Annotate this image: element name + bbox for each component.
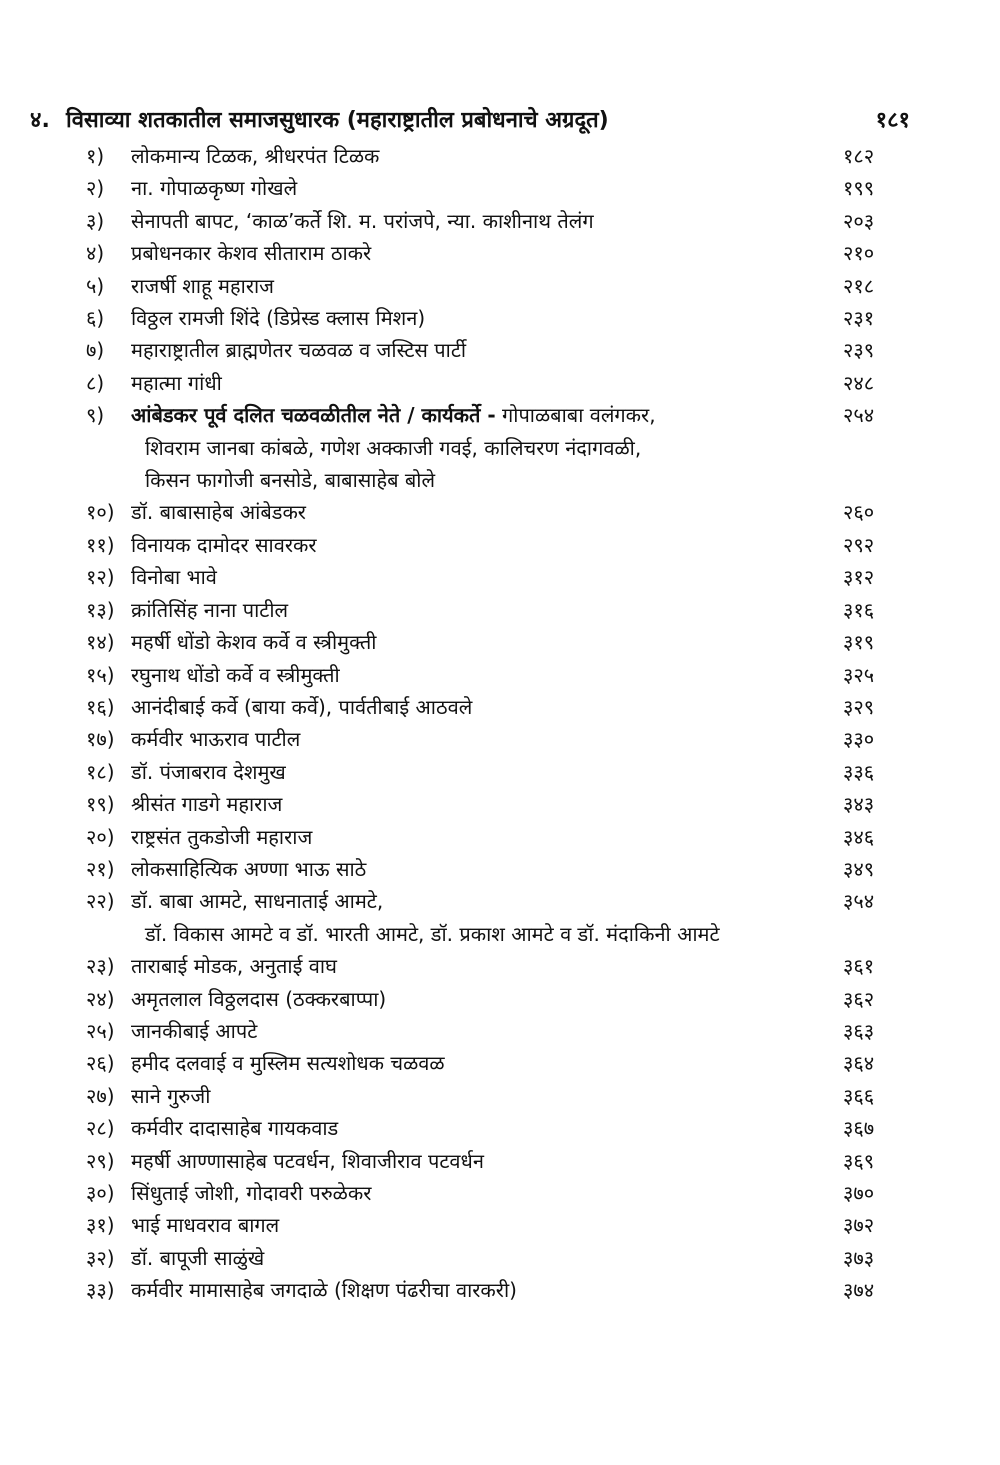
entry-page-number: ३१९ [843,630,875,655]
entry-page-number: २४८ [843,370,875,395]
entry-number: १७) [86,727,115,752]
entry-page-number: ३६२ [843,986,875,1011]
entry-number: ८) [86,370,105,395]
entry-number: ५) [86,273,105,298]
section-number: ४. [30,108,50,133]
entry-page-number: २५४ [843,403,875,428]
entry-number: २०) [86,824,115,849]
entry-number: २) [86,176,105,201]
entry-number: २७) [86,1083,115,1108]
entry-title: विनोबा भावे [131,565,217,590]
entry-title: लोकमान्य टिळक, श्रीधरपंत टिळक [131,144,380,168]
entry-page-number: ३४६ [843,824,875,849]
entry-number: २१) [86,856,115,881]
entry-page-number: ३७२ [843,1213,875,1238]
contents-entry [0,1047,1000,1079]
entry-continuation: शिवराम जानबा कांबळे, गणेश अक्काजी गवई, कालिचरण नंदागवळी, [145,435,642,460]
entry-page-number: २३१ [843,306,875,331]
entry-number: १२) [86,565,115,590]
entry-title: डॉ. बाबा आमटे, साधनाताई आमटे, [131,889,384,914]
entry-number: १०) [86,500,115,525]
entry-title: महाराष्ट्रातील ब्राह्मणेतर चळवळ व जस्टिस पार्टी [131,338,467,363]
contents-entry [0,885,1000,950]
entry-number: २४) [86,986,115,1011]
section-page-number: १८१ [875,108,910,133]
contents-entry [0,821,1000,853]
entry-page-number: २१० [843,241,875,266]
entry-title: सेनापती बापट, ‘काळ’कर्ते शि. म. परांजपे, न्या. काशीनाथ तेलंग [131,208,594,233]
entry-title: क्रांतिसिंह नाना पाटील [131,597,289,622]
entry-title: विठ्ठल रामजी शिंदे (डिप्रेस्ड क्लास मिशन) [131,306,426,331]
entry-page-number: ३६३ [843,1018,875,1043]
entry-number: २९) [86,1148,115,1173]
contents-entry [0,950,1000,982]
contents-entry [0,496,1000,528]
entry-number: २२) [86,889,115,914]
entry-number: २८) [86,1116,115,1141]
section-heading [30,104,910,138]
entry-title: डॉ. पंजाबराव देशमुख [131,759,286,784]
contents-entry [0,853,1000,885]
contents-entry [0,1209,1000,1241]
entry-number: १४) [86,630,115,655]
entry-title [131,399,841,431]
contents-entry [0,594,1000,626]
entry-page-number: ३२९ [843,694,875,719]
contents-entry [0,367,1000,399]
contents-entry [0,983,1000,1015]
entry-title: साने गुरुजी [131,1083,211,1108]
entry-continuation: किसन फागोजी बनसोडे, बाबासाहेब बोले [145,468,436,493]
entry-title: डॉ. बाबासाहेब आंबेडकर [131,500,306,525]
contents-entry [0,1112,1000,1144]
contents-entry [0,659,1000,691]
entry-page-number: ३६१ [843,954,875,979]
entry-page-number: ३७४ [843,1278,875,1303]
entry-number: ९) [86,403,105,428]
entry-number: २३) [86,954,115,979]
contents-entry [0,1145,1000,1177]
entry-page-number: ३१६ [843,597,875,622]
entry-page-number: ३२५ [843,662,875,687]
entry-title: राष्ट्रसंत तुकडोजी महाराज [131,824,313,849]
entry-title: श्रीसंत गाडगे महाराज [131,792,283,817]
entry-number: २६) [86,1051,115,1076]
contents-entry [0,172,1000,204]
entry-number: ३०) [86,1181,115,1205]
entry-number: ३) [86,208,105,233]
entry-page-number: ३५४ [843,889,875,914]
contents-entry [0,626,1000,658]
entry-page-number: ३४३ [843,792,875,817]
entry-page-number: ३१२ [843,565,875,590]
entry-page-number: ३६९ [843,1148,875,1173]
entry-title: कर्मवीर भाऊराव पाटील [131,727,301,752]
entry-number: १८) [86,759,115,784]
contents-entry [0,270,1000,302]
entry-page-number: ३७३ [843,1245,875,1270]
contents-list [0,140,1000,1307]
entry-page-number: ३६७ [843,1116,875,1141]
entry-title: महात्मा गांधी [131,370,222,395]
contents-entry [0,723,1000,755]
entry-page-number: १९९ [843,176,875,201]
entry-page-number: ३४९ [843,856,875,881]
entry-page-number: ३७० [843,1181,875,1205]
contents-entry [0,1274,1000,1306]
entry-page-number: २९२ [843,532,875,557]
entry-title: प्रबोधनकार केशव सीताराम ठाकरे [131,241,372,266]
contents-entry [0,1015,1000,1047]
entry-page-number: ३३६ [843,759,875,784]
entry-number: ६) [86,306,105,331]
entry-page-number: ३६६ [843,1083,875,1108]
section-title: विसाव्या शतकातील समाजसुधारक (महाराष्ट्रातील प्रबोधनाचे अग्रदूत) [66,108,609,133]
entry-title: ना. गोपाळकृष्ण गोखले [131,176,298,201]
entry-page-number: २०३ [843,208,875,233]
contents-entry [0,140,1000,172]
entry-title: अमृतलाल विठ्ठलदास (ठक्करबाप्पा) [131,986,387,1011]
entry-title: रघुनाथ धोंडो कर्वे व स्त्रीमुक्ती [131,662,340,687]
entry-title: भाई माधवराव बागल [131,1213,280,1238]
entry-number: २५) [86,1018,115,1043]
contents-entry [0,1177,1000,1209]
entry-title: डॉ. बापूजी साळुंखे [131,1245,265,1270]
entry-number: १५) [86,662,115,687]
contents-entry [0,561,1000,593]
entry-number: १३) [86,597,115,622]
entry-page-number: २६० [843,500,875,525]
entry-title: सिंधुताई जोशी, गोदावरी परुळेकर [131,1181,372,1205]
entry-title: महर्षी धोंडो केशव कर्वे व स्त्रीमुक्ती [131,630,377,655]
entry-number: ३२) [86,1245,115,1270]
entry-title: कर्मवीर दादासाहेब गायकवाड [131,1116,339,1141]
entry-page-number: ३३० [843,727,875,752]
entry-number: ३१) [86,1213,115,1238]
entry-title: ताराबाई मोडक, अनुताई वाघ [131,954,337,979]
contents-entry [0,399,1000,496]
entry-number: १६) [86,694,115,719]
entry-page-number: ३६४ [843,1051,875,1076]
entry-continuation: डॉ. विकास आमटे व डॉ. भारती आमटे, डॉ. प्रकाश आमटे व डॉ. मंदाकिनी आमटे [145,921,720,946]
entry-title-rest: गोपाळबाबा वलंगकर, [502,403,656,428]
entry-title: हमीद दलवाई व मुस्लिम सत्यशोधक चळवळ [131,1051,445,1076]
entry-title: राजर्षी शाहू महाराज [131,273,275,298]
entry-page-number: २१८ [843,273,875,298]
entry-number: ७) [86,338,105,363]
entry-page-number: २३९ [843,338,875,363]
entry-page-number: १८२ [843,144,875,168]
entry-number: ११) [86,532,115,557]
contents-entry [0,302,1000,334]
entry-number: ३३) [86,1278,115,1303]
entry-number: १९) [86,792,115,817]
contents-entry [0,1242,1000,1274]
entry-title: विनायक दामोदर सावरकर [131,532,317,557]
contents-entry [0,237,1000,269]
contents-entry [0,691,1000,723]
entry-title: कर्मवीर मामासाहेब जगदाळे (शिक्षण पंढरीचा वारकरी) [131,1278,517,1303]
entry-title: महर्षी आण्णासाहेब पटवर्धन, शिवाजीराव पटवर्धन [131,1148,484,1173]
entry-title-bold: आंबेडकर पूर्व दलित चळवळीतील नेते / कार्यकर्ते - [131,403,496,428]
contents-entry [0,334,1000,366]
contents-entry [0,529,1000,561]
entry-number: १) [86,144,105,168]
entry-title: आनंदीबाई कर्वे (बाया कर्वे), पार्वतीबाई आठवले [131,694,473,719]
contents-entry [0,1080,1000,1112]
entry-number: ४) [86,241,105,266]
entry-title: जानकीबाई आपटे [131,1018,258,1043]
contents-entry [0,756,1000,788]
contents-entry [0,788,1000,820]
contents-entry [0,205,1000,237]
entry-title: लोकसाहित्यिक अण्णा भाऊ साठे [131,856,367,881]
